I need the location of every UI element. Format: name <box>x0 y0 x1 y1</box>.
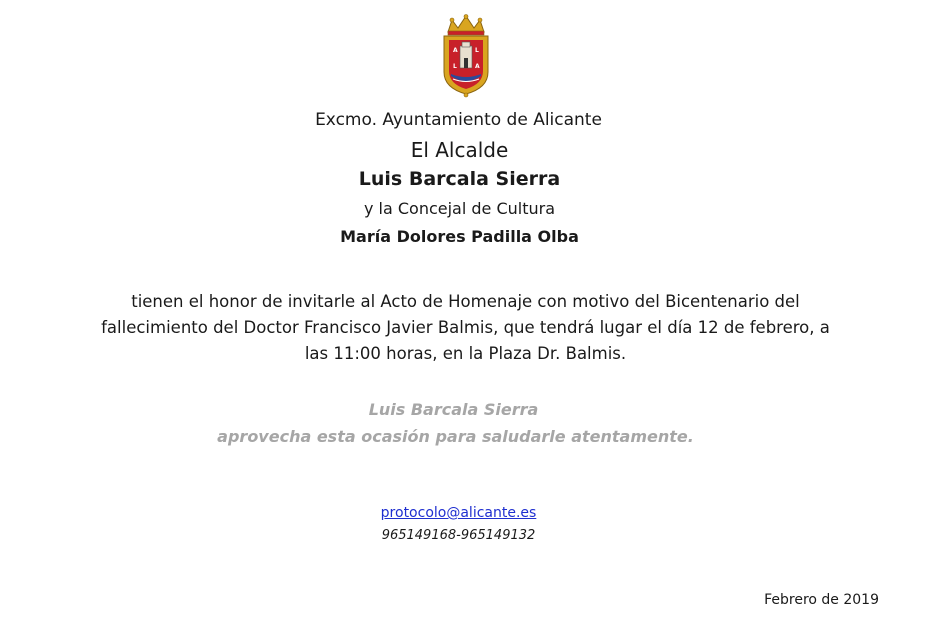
organization-name: Excmo. Ayuntamiento de Alicante <box>315 110 602 130</box>
invitation-line: tienen el honor de invitarle al Acto de Homenaje con motivo del Bicentenario del <box>131 292 800 311</box>
invitation-text <box>40 289 891 367</box>
mayor-role: El Alcalde <box>410 138 509 162</box>
mayor-name: Luis Barcala Sierra <box>358 168 561 190</box>
councillor-name: María Dolores Padilla Olba <box>340 227 579 246</box>
contact-email <box>0 505 924 521</box>
svg-text:L: L <box>453 63 457 70</box>
invitation-line: las 11:00 horas, en la Plaza Dr. Balmis. <box>304 344 627 363</box>
alicante-coat-of-arms-icon <box>440 14 492 98</box>
email-link[interactable]: protocolo@alicante.es <box>380 505 537 521</box>
councillor-role: y la Concejal de Cultura <box>363 199 556 218</box>
invitation-line: fallecimiento del Doctor Francisco Javier Balmis, que tendrá lugar el día 12 de febrero, a <box>101 318 830 337</box>
contact-phones: 965149168-965149132 <box>381 528 536 543</box>
document-date: Febrero de 2019 <box>764 592 879 608</box>
greeting-signer: Luis Barcala Sierra <box>368 400 539 419</box>
svg-text:A: A <box>453 47 458 54</box>
greeting-text: aprovecha esta ocasión para saludarle atentamente. <box>217 427 694 446</box>
svg-text:L: L <box>475 47 479 54</box>
svg-text:A: A <box>475 63 480 70</box>
